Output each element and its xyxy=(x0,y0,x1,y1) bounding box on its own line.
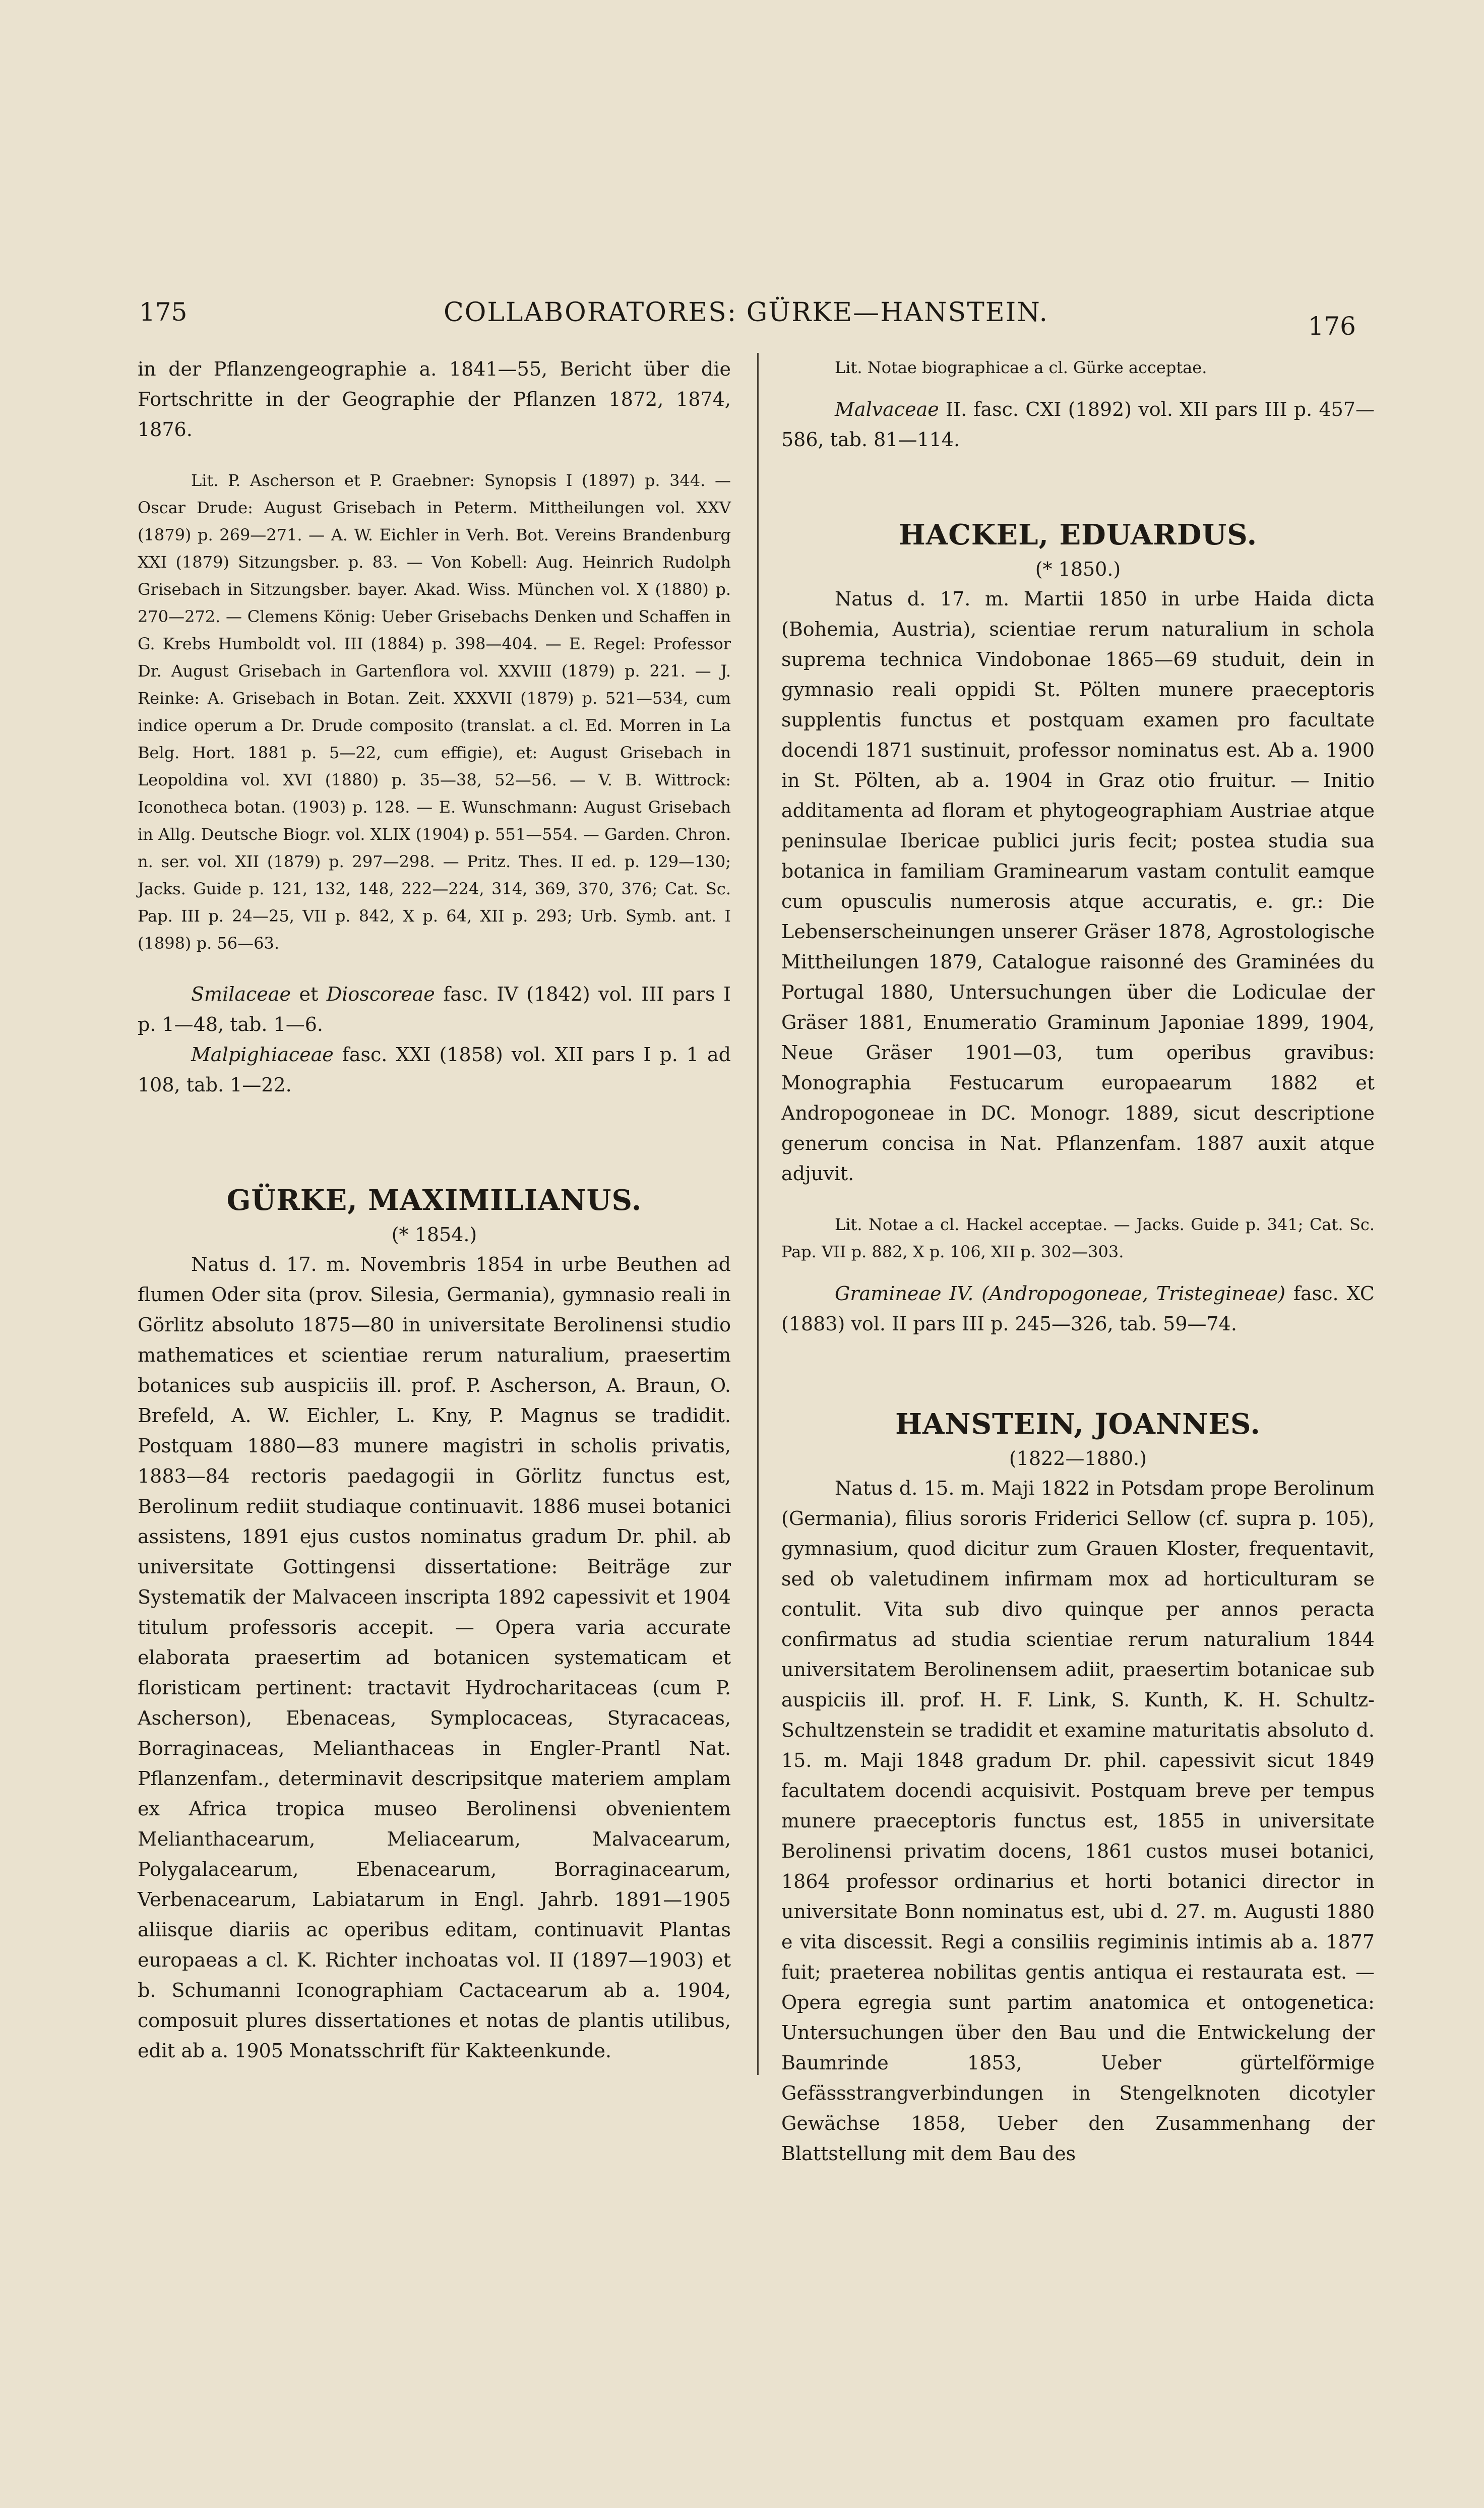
dates-gurke: (* 1854.) xyxy=(391,1224,477,1246)
grisebach-works-continuation: in der Pflanzengeographie a. 1841—55, Bericht über die Fortschritte in der Geographie der Pflanzen 1872, 1874, 1876. xyxy=(138,358,731,441)
biography-hanstein: Natus d. 15. m. Maji 1822 in Potsdam prope Berolinum (Germania), filius sororis Friderici Sellow (cf. supra p. 105), gymnasium, quod dicitur zum Grauen Kloster, frequentavit, sed ob valetudinem infirmam mox ad horticulturam se contulit. Vita sub divo quinque per annos peracta confirmatus ad studia scientiae rerum naturalium 1844 universitatem Berolinensem adiit, praesertim botanicae sub auspiciis ill. prof. H. F. Link, S. Kunth, K. H. Schultz-Schultzenstein se tradidit et examine maturitatis absoluto d. 15. m. Maji 1848 gradum Dr. phil. capessivit sicut 1849 facultatem docendi acquisivit. Postquam breve per tempus munere praeceptoris functus est, 1855 in universitate Berolinensi privatim docens, 1861 custos musei botanici, 1864 professor ordinarius et horti botanici director in universitate Bonn nominatus est, ubi d. 27. m. Augusti 1880 e vita discessit. Regi a consiliis regiminis intimis ab a. 1877 fuit; praeterea nobilitas gentis antiqua ei restaurata est. — Opera egregia sunt partim anatomica et ontogenetica: Untersuchungen über den Bau und die Entwickelung der Baumrinde 1853, Ueber gürtelförmige Gefässstrangverbindungen in Stengelknoten dicotyler Gewächse 1858, Ueber den Zusammenhang der Blattstellung mit dem Bau des xyxy=(781,1477,1375,2165)
page-header xyxy=(136,297,1356,341)
page-number-right: 176 xyxy=(1308,312,1356,341)
heading-gurke: GÜRKE, MAXIMILIANUS. xyxy=(226,1184,642,1217)
dates-hackel: (* 1850.) xyxy=(1035,558,1121,580)
biography-hackel: Natus d. 17. m. Martii 1850 in urbe Haida dicta (Bohemia, Austria), scientiae rerum naturalium in schola suprema technica Vindobonae 1865—69 studuit, dein in gymnasio reali oppidi St. Pölten munere praeceptoris supplentis functus et postquam examen pro facultate docendi 1871 sustinuit, professor nominatus est. Ab a. 1900 in St. Pölten, ab a. 1904 in Graz otio fruitur. — Initio additamenta ad floram et phytogeographiam Austriae atque peninsulae Ibericae publici juris fecit; postea studia sua botanica in familiam Graminearum vastam contulit eamque cum opusculis numerosis atque accuratis, e. gr.: Die Lebenserscheinungen unserer Gräser 1878, Agrostologische Mittheilungen 1879, Catalogue raisonné des Graminées du Portugal 1880, Untersuchungen über die Lodiculae der Gräser 1881, Enumeratio Graminum Japoniae 1899, 1904, Neue Gräser 1901—03, tum operibus gravibus: Monographia Festucarum europaearum 1882 et Andropogoneae in DC. Monogr. 1889, sicut descriptione generum concisa in Nat. Pflanzenfam. 1887 auxit atque adjuvit. xyxy=(781,588,1375,1185)
flora-entry-malvaceae xyxy=(781,394,1375,455)
dates-hanstein: (1822—1880.) xyxy=(1009,1447,1147,1470)
heading-hackel: HACKEL, EDUARDUS. xyxy=(898,518,1258,552)
column-divider xyxy=(757,353,759,2075)
literature-gurke: Lit. Notae biographicae a cl. Gürke acceptae. xyxy=(835,358,1207,377)
literature-hackel: Lit. Notae a cl. Hackel acceptae. — Jacks. Guide p. 341; Cat. Sc. Pap. VII p. 882, X p. 106, XII p. 302—303. xyxy=(781,1215,1375,1261)
left-column xyxy=(138,354,731,2066)
flora-family: Malpighiaceae xyxy=(191,1044,334,1066)
flora-entry-malpighiaceae xyxy=(138,1039,731,1100)
right-column xyxy=(781,354,1375,2169)
grisebach-literature: Lit. P. Ascherson et P. Graebner: Synopsis I (1897) p. 344. — Oscar Drude: August Grisebach in Peterm. Mittheilungen vol. XXV (1879) p. 269—271. — A. W. Eichler in Verh. Bot. Vereins Brandenburg XXI (1879) Sitzungsber. p. 83. — Von Kobell: Aug. Heinrich Rudolph Grisebach in Sitzungsber. bayer. Akad. Wiss. München vol. X (1880) p. 270—272. — Clemens König: Ueber Grisebachs Denken und Schaffen in G. Krebs Humboldt vol. III (1884) p. 398—404. — E. Regel: Professor Dr. August Grisebach in Gartenflora vol. XXVIII (1879) p. 221. — J. Reinke: A. Grisebach in Botan. Zeit. XXXVII (1879) p. 521—534, cum indice operum a Dr. Drude composito (translat. a cl. Ed. Morren in La Belg. Hort. 1881 p. 5—22, cum effigie), et: August Grisebach in Leopoldina vol. XVI (1880) p. 35—38, 52—56. — V. B. Wittrock: Iconotheca botan. (1903) p. 128. — E. Wunschmann: August Grisebach in Allg. Deutsche Biogr. vol. XLIX (1904) p. 551—554. — Garden. Chron. n. ser. vol. XII (1879) p. 297—298. — Pritz. Thes. II ed. p. 129—130; Jacks. Guide p. 121, 132, 148, 222—224, 314, 369, 370, 376; Cat. Sc. Pap. III p. 24—25, VII p. 842, X p. 64, XII p. 293; Urb. Symb. ant. I (1898) p. 56—63. xyxy=(138,471,731,953)
heading-hanstein: HANSTEIN, JOANNES. xyxy=(895,1408,1261,1441)
biography-gurke: Natus d. 17. m. Novembris 1854 in urbe Beuthen ad flumen Oder sita (prov. Silesia, Germania), gymnasio reali in Görlitz absoluto 1875—80 in universitate Berolinensi studio mathematices et scientiae rerum naturalium, praesertim botanices sub auspiciis ill. prof. P. Ascherson, A. Braun, O. Brefeld, A. W. Eichler, L. Kny, P. Magnus se tradidit. Postquam 1880—83 munere magistri in scholis privatis, 1883—84 rectoris paedagogii in Görlitz functus est, Berolinum rediit studiaque continuavit. 1886 musei botanici assistens, 1891 ejus custos nominatus gradum Dr. phil. ab universitate Gottingensi dissertatione: Beiträge zur Systematik der Malvaceen inscripta 1892 capessivit et 1904 titulum professoris accepit. — Opera varia accurate elaborata praesertim ad botanicen systematicam et floristicam pertinent: tractavit Hydrocharitaceas (cum P. Ascherson), Ebenaceas, Symplocaceas, Styracaceas, Borraginaceas, Melianthaceas in Engler-Prantl Nat. Pflanzenfam., determinavit descripsitque materiem amplam ex Africa tropica museo Berolinensi obvenientem Melianthacearum, Meliacearum, Malvacearum, Polygalacearum, Ebenacearum, Borraginacearum, Verbenacearum, Labiatarum in Engl. Jahrb. 1891—1905 aliisque diariis ac operibus editam, continuavit Plantas europaeas a cl. K. Richter inchoatas vol. II (1897—1903) et b. Schumanni Iconographiam Cactacearum ab a. 1904, composuit plures dissertationes et notas de plantis utilibus, edit ab a. 1905 Monatsschrift für Kakteenkunde. xyxy=(138,1253,731,2062)
flora-family: Malvaceae xyxy=(835,398,939,420)
flora-family: Gramineae IV. (Andropogoneae, Tristegineae) xyxy=(835,1282,1286,1305)
page-number-left: 175 xyxy=(139,297,188,327)
flora-reference: II. fasc. CXI (1892) vol. XII pars III p. 457—586, tab. 81—114. xyxy=(781,398,1375,451)
flora-reference: fasc. XC (1883) vol. II pars III p. 245—326, tab. 59—74. xyxy=(781,1282,1375,1335)
flora-entry-gramineae xyxy=(781,1278,1375,1339)
flora-reference: fasc. IV (1842) vol. III pars I p. 1—48, tab. 1—6. xyxy=(138,983,731,1035)
flora-connector: et xyxy=(290,983,327,1005)
flora-reference: fasc. XXI (1858) vol. XII pars I p. 1 ad 108, tab. 1—22. xyxy=(138,1044,731,1096)
flora-family: Smilaceae xyxy=(191,983,291,1005)
flora-family: Dioscoreae xyxy=(326,983,435,1005)
running-title: COLLABORATORES: GÜRKE—HANSTEIN. xyxy=(443,297,1049,328)
flora-entry-smilaceae xyxy=(138,979,731,1039)
